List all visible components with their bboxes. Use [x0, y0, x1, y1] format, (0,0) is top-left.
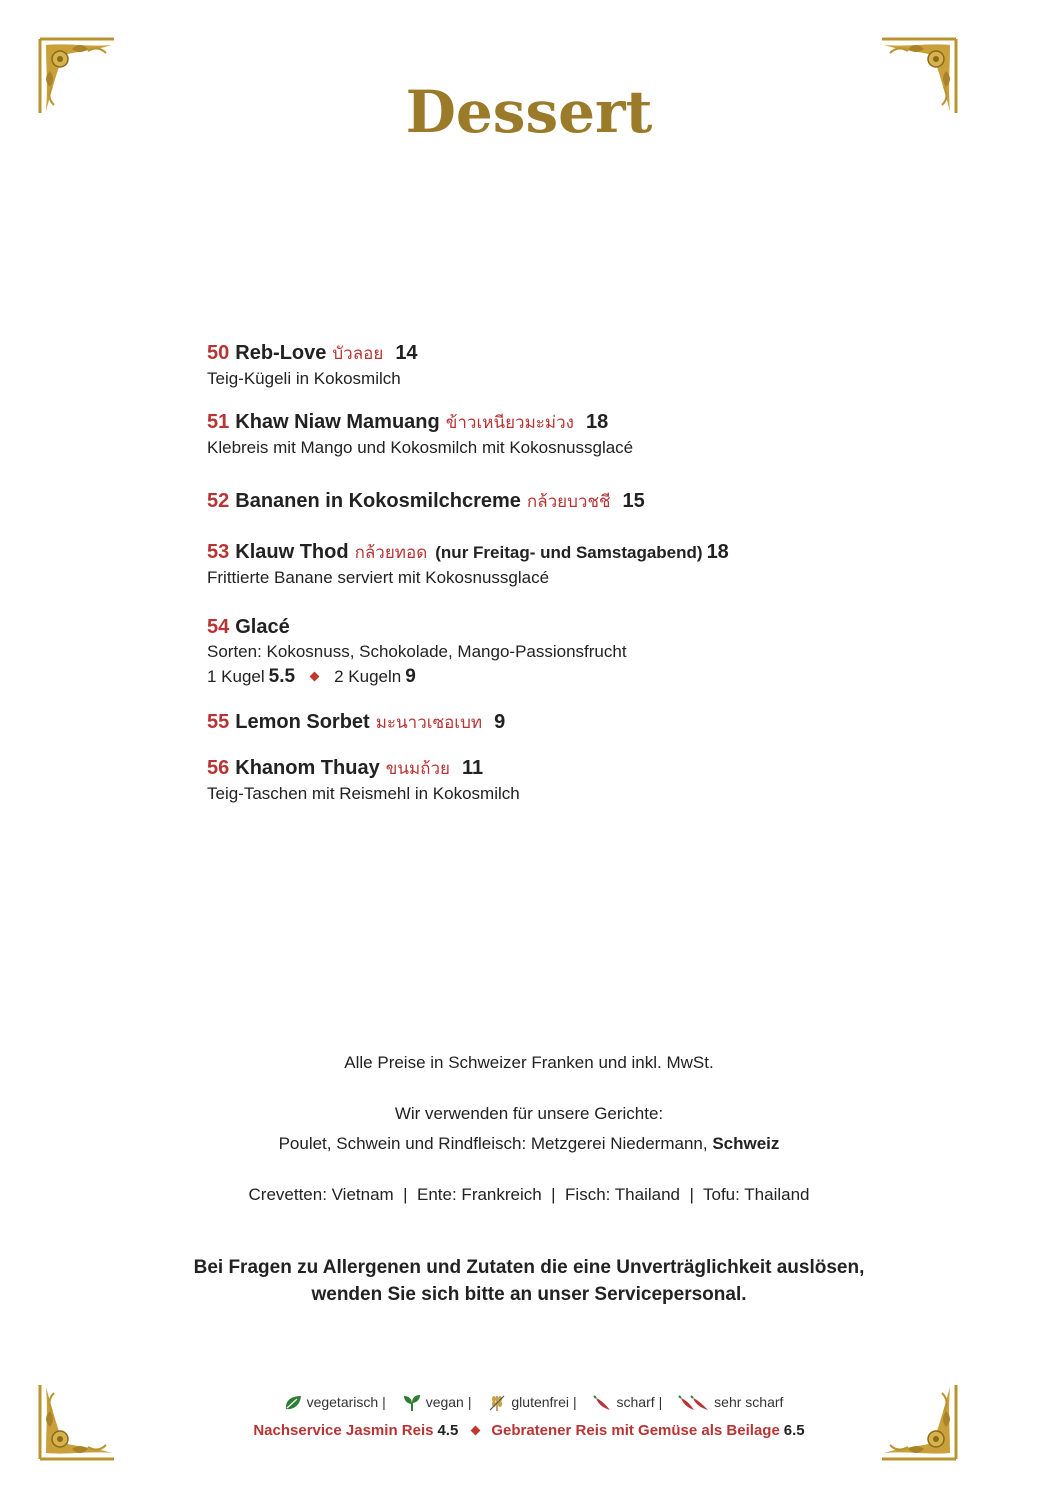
- menu-item-53: [207, 539, 907, 590]
- meat-source-text: Poulet, Schwein und Rindfleisch: Metzgerei Niedermann,: [278, 1134, 708, 1153]
- item-thai-name: ขนมถ้วย: [385, 759, 450, 779]
- item-price: 18: [706, 541, 729, 563]
- item-thai-name: บัวลอย: [332, 344, 384, 364]
- diamond-separator-icon: [471, 1425, 481, 1435]
- allergen-notice-line-2: wenden Sie sich bitte an unser Servicepersonal.: [311, 1284, 747, 1305]
- price-info: Alle Preise in Schweizer Franken und inkl. MwSt.: [344, 1053, 714, 1072]
- item-header: [207, 755, 907, 782]
- menu-item-50: [207, 340, 907, 391]
- item-thai-name: กล้วยบวชชี: [526, 492, 611, 512]
- item-header: [207, 409, 907, 436]
- item-number: 51: [207, 411, 230, 433]
- item-number: 50: [207, 342, 230, 364]
- item-name: Bananen in Kokosmilchcreme: [235, 490, 521, 512]
- item-thai-name: มะนาวเซอเบท: [375, 713, 483, 733]
- item-sizes: [207, 664, 907, 690]
- item-price: 14: [395, 342, 418, 364]
- item-name: Lemon Sorbet: [235, 711, 370, 733]
- item-header: [207, 340, 907, 367]
- item-header: [207, 614, 907, 640]
- item-number: 56: [207, 757, 230, 779]
- item-description: Frittierte Banane serviert mit Kokosnussglacé: [207, 568, 550, 587]
- legend-vegetarian: vegetarisch: [306, 1394, 379, 1410]
- item-price: 15: [622, 490, 645, 512]
- item-thai-name: กล้วยทอด: [354, 543, 428, 563]
- size-2-price: 9: [405, 666, 416, 687]
- item-number: 54: [207, 616, 230, 638]
- sprout-icon: [402, 1394, 422, 1412]
- legend-separator: |: [572, 1394, 577, 1410]
- sources-heading: Wir verwenden für unsere Gerichte:: [394, 1104, 664, 1123]
- item-header: [207, 488, 907, 515]
- fried-rice-label: Gebratener Reis mit Gemüse als Beilage: [491, 1422, 780, 1439]
- dietary-legend: [0, 1394, 1058, 1412]
- page-title: Dessert: [405, 78, 653, 146]
- legend-separator: |: [467, 1394, 472, 1410]
- item-number: 52: [207, 490, 230, 512]
- chili-icon: [593, 1394, 613, 1412]
- item-note: (nur Freitag- und Samstagabend): [435, 543, 703, 562]
- legend-separator: |: [658, 1394, 663, 1410]
- fried-rice-price: 6.5: [783, 1422, 805, 1439]
- item-header: [207, 539, 907, 566]
- item-name: Khaw Niaw Mamuang: [235, 411, 440, 433]
- item-thai-name: ข้าวเหนียวมะม่วง: [445, 413, 574, 433]
- allergen-notice-line-1: Bei Fragen zu Allergenen und Zutaten die eine Unverträglichkeit auslösen,: [193, 1257, 865, 1278]
- size-2-label: 2 Kugeln: [334, 667, 402, 686]
- origins: Crevetten: Vietnam | Ente: Frankreich | Fisch: Thailand | Tofu: Thailand: [248, 1185, 810, 1204]
- item-name: Khanom Thuay: [235, 757, 380, 779]
- item-description: Klebreis mit Mango und Kokosmilch mit Kokosnussglacé: [207, 438, 634, 457]
- leaf-icon: [283, 1394, 303, 1412]
- item-number: 55: [207, 711, 230, 733]
- item-description: Sorten: Kokosnuss, Schokolade, Mango-Passionsfrucht: [207, 642, 627, 661]
- menu-item-51: [207, 409, 907, 460]
- double-chili-icon: [678, 1394, 710, 1412]
- menu-item-55: [207, 709, 907, 736]
- item-name: Klauw Thod: [235, 541, 349, 563]
- meat-source-country: Schweiz: [712, 1134, 780, 1153]
- legend-separator: |: [382, 1394, 386, 1410]
- size-1-price: 5.5: [268, 666, 296, 687]
- item-header: [207, 709, 907, 736]
- menu-item-54: [207, 614, 907, 690]
- meat-source: [0, 1134, 1058, 1154]
- item-number: 53: [207, 541, 230, 563]
- item-price: 11: [461, 757, 484, 779]
- legend-spicy: scharf: [616, 1394, 655, 1410]
- item-name: Reb-Love: [235, 342, 327, 364]
- side-dishes: [0, 1422, 1058, 1439]
- item-price: 18: [585, 411, 609, 433]
- item-description: Teig-Taschen mit Reismehl in Kokosmilch: [207, 784, 520, 803]
- wheat-icon: [487, 1394, 507, 1412]
- legend-glutenfree: glutenfrei: [511, 1394, 569, 1410]
- size-1-label: 1 Kugel: [207, 667, 265, 686]
- menu-item-52: [207, 488, 907, 515]
- jasmine-rice-price: 4.5: [437, 1422, 459, 1439]
- legend-very-spicy: sehr scharf: [714, 1394, 784, 1410]
- diamond-separator-icon: [310, 672, 320, 682]
- item-name: Glacé: [235, 616, 290, 638]
- legend-vegan: vegan: [425, 1394, 464, 1410]
- item-price: 9: [494, 711, 506, 733]
- item-description: Teig-Kügeli in Kokosmilch: [207, 369, 401, 388]
- menu-item-56: [207, 755, 907, 806]
- jasmine-rice-label: Nachservice Jasmin Reis: [253, 1422, 434, 1439]
